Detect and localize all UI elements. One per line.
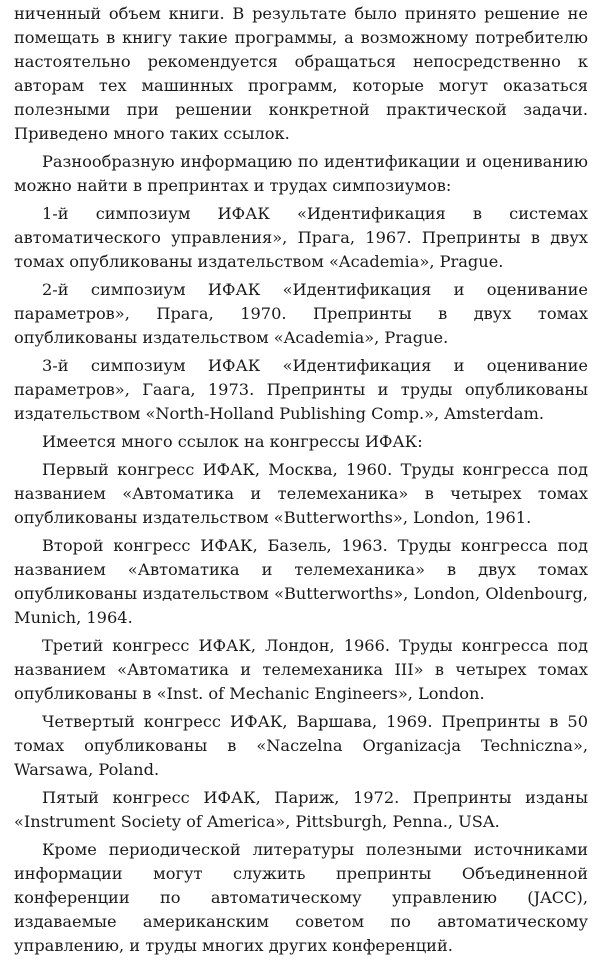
paragraph-other-sources: Кроме периодической литературы полезными источниками информации могут служить препринты Объединенной конференции по автоматическому управлению (JACC), издаваемые американским советом по автоматическому управлению, и труды многих других конференций. (14, 840, 588, 955)
paragraph-continuation: ниченный объем книги. В результате было принято решение не помещать в книгу такие программы, а возможному потребителю настоятельно рекомендуется обращаться непосредственно к авторам тех машинных программ, которые могут оказаться полезными при решении конкретной практической задачи. Приведено много таких ссылок. (14, 4, 588, 143)
paragraph-congress-5: Пятый конгресс ИФАК, Париж, 1972. Препринты изданы «Instrument Society of America», Pittsburgh, Penna., USA. (14, 788, 588, 831)
paragraph-symposium-1: 1-й симпозиум ИФАК «Идентификация в системах автоматического управления», Прага, 1967. Препринты в двух томах опубликованы издательством «Academia», Prague. (14, 204, 588, 271)
paragraph-intro-congresses: Имеется много ссылок на конгрессы ИФАК: (42, 432, 423, 451)
paragraph-congress-3: Третий конгресс ИФАК, Лондон, 1966. Труды конгресса под названием «Автоматика и телемеханика III» в четырех томах опубликованы в «Inst. of Mechanic Engineers», London. (14, 636, 588, 703)
book-page (14, 2, 588, 962)
paragraph-congress-1: Первый конгресс ИФАК, Москва, 1960. Труды конгресса под названием «Автоматика и телемеханика» в четырех томах опубликованы издательством «Butterworths», London, 1961. (14, 460, 588, 527)
paragraph-symposium-2: 2-й симпозиум ИФАК «Идентификация и оценивание параметров», Прага, 1970. Препринты в двух томах опубликованы издательством «Academia», Prague. (14, 280, 588, 347)
paragraph-congress-4: Четвертый конгресс ИФАК, Варшава, 1969. Препринты в 50 томах опубликованы в «Naczelna Organizacja Techniczna», Warsawa, Poland. (14, 712, 588, 779)
paragraph-congress-2: Второй конгресс ИФАК, Базель, 1963. Труды конгресса под названием «Автоматика и телемеханика» в двух томах опубликованы издательством «Butterworths», London, Oldenbourg, Munich, 1964. (14, 536, 588, 627)
paragraph-symposium-3: 3-й симпозиум ИФАК «Идентификация и оценивание параметров», Гаага, 1973. Препринты и труды опубликованы издательством «North-Holland Publishing Comp.», Amsterdam. (14, 356, 588, 423)
paragraph-intro-symposia: Разнообразную информацию по идентификации и оцениванию можно найти в препринтах и трудах симпозиумов: (14, 152, 588, 195)
